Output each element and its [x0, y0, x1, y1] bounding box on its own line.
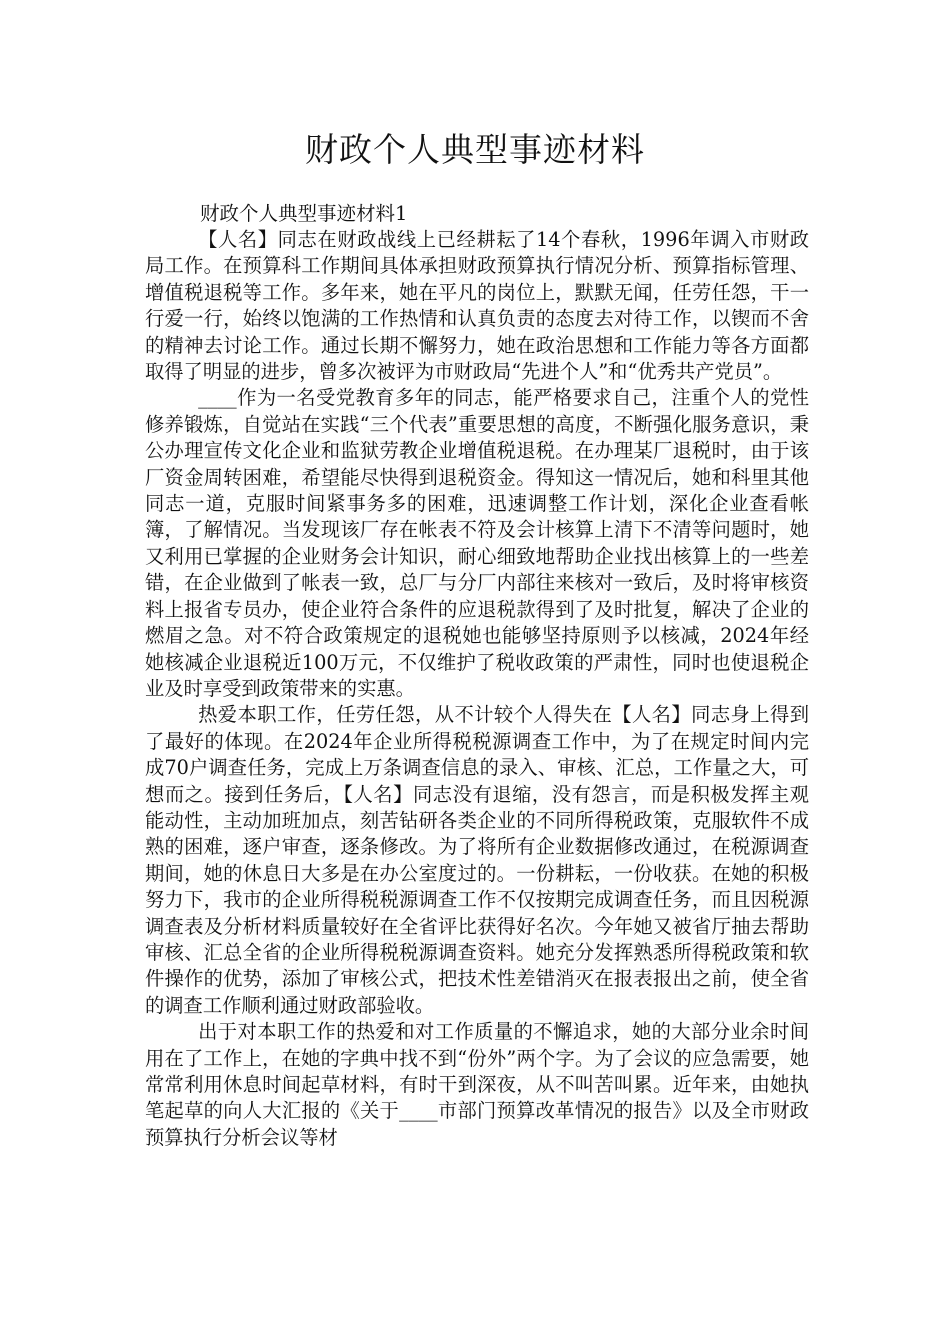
document-body	[145, 227, 809, 1151]
paragraph-3: 热爱本职工作，任劳任怨，从不计较个人得失在【人名】同志身上得到了最好的体现。在2024年企业所得税税源调查工作中，为了在规定时间内完成70户调查任务，完成上万条调查信息的录入、审核、汇总，工作量之大，可想而之。接到任务后，【人名】同志没有退缩，没有怨言，而是积极发挥主观能动性，主动加班加点，刻苦钻研各类企业的不同所得税政策，克服软件不成熟的困难，逐户审查，逐条修改。为了将所有企业数据修改通过，在税源调查期间，她的休息日大多是在办公室度过的。一份耕耘，一份收获。在她的积极努力下，我市的企业所得税税源调查工作不仅按期完成调查任务，而且因税源调查表及分析材料质量较好在全省评比获得好名次。今年她又被省厅抽去帮助审核、汇总全省的企业所得税税源调查资料。她充分发挥熟悉所得税政策和软件操作的优势，添加了审核公式，把技术性差错消灭在报表报出之前，使全省的调查工作顺利通过财政部验收。	[145, 703, 809, 1017]
paragraph-2: ____作为一名受党教育多年的同志，能严格要求自己，注重个人的党性修养锻炼，自觉站在实践“三个代表”重要思想的高度，不断强化服务意识，秉公办理宣传文化企业和监狱劳教企业增值税退税。在办理某厂退税时，由于该厂资金周转困难，希望能尽快得到退税资金。得知这一情况后，她和科里其他同志一道，克服时间紧事务多的困难，迅速调整工作计划，深化企业查看帐簿，了解情况。当发现该厂存在帐表不符及会计核算上清下不清等问题时，她又利用已掌握的企业财务会计知识，耐心细致地帮助企业找出核算上的一些差错，在企业做到了帐表一致，总厂与分厂内部往来核对一致后，及时将审核资料上报省专员办，使企业符合条件的应退税款得到了及时批复，解决了企业的燃眉之急。对不符合政策规定的退税她也能够坚持原则予以核减，2024年经她核减企业退税近100万元，不仅维护了税收政策的严肃性，同时也使退税企业及时享受到政策带来的实惠。	[145, 386, 809, 700]
document-subtitle: 财政个人典型事迹材料1	[200, 202, 408, 225]
paragraph-4: 出于对本职工作的热爱和对工作质量的不懈追求，她的大部分业余时间用在了工作上，在她的字典中找不到“份外”两个字。为了会议的应急需要，她常常利用休息时间起草材料，有时干到深夜，从不叫苦叫累。近年来，由她执笔起草的向人大汇报的《关于____市部门预算改革情况的报告》以及全市财政预算执行分析会议等材	[145, 1020, 809, 1149]
paragraph-1: 【人名】同志在财政战线上已经耕耘了14个春秋，1996年调入市财政局工作。在预算科工作期间具体承担财政预算执行情况分析、预算指标管理、增值税退税等工作。多年来，她在平凡的岗位上，默默无闻，任劳任怨，干一行爱一行，始终以饱满的工作热情和认真负责的态度去对待工作，以锲而不舍的精神去讨论工作。通过长期不懈努力，她在政治思想和工作能力等各方面都取得了明显的进步，曾多次被评为市财政局“先进个人”和“优秀共产党员”。	[145, 228, 809, 384]
document-title: 财政个人典型事迹材料	[305, 130, 645, 169]
